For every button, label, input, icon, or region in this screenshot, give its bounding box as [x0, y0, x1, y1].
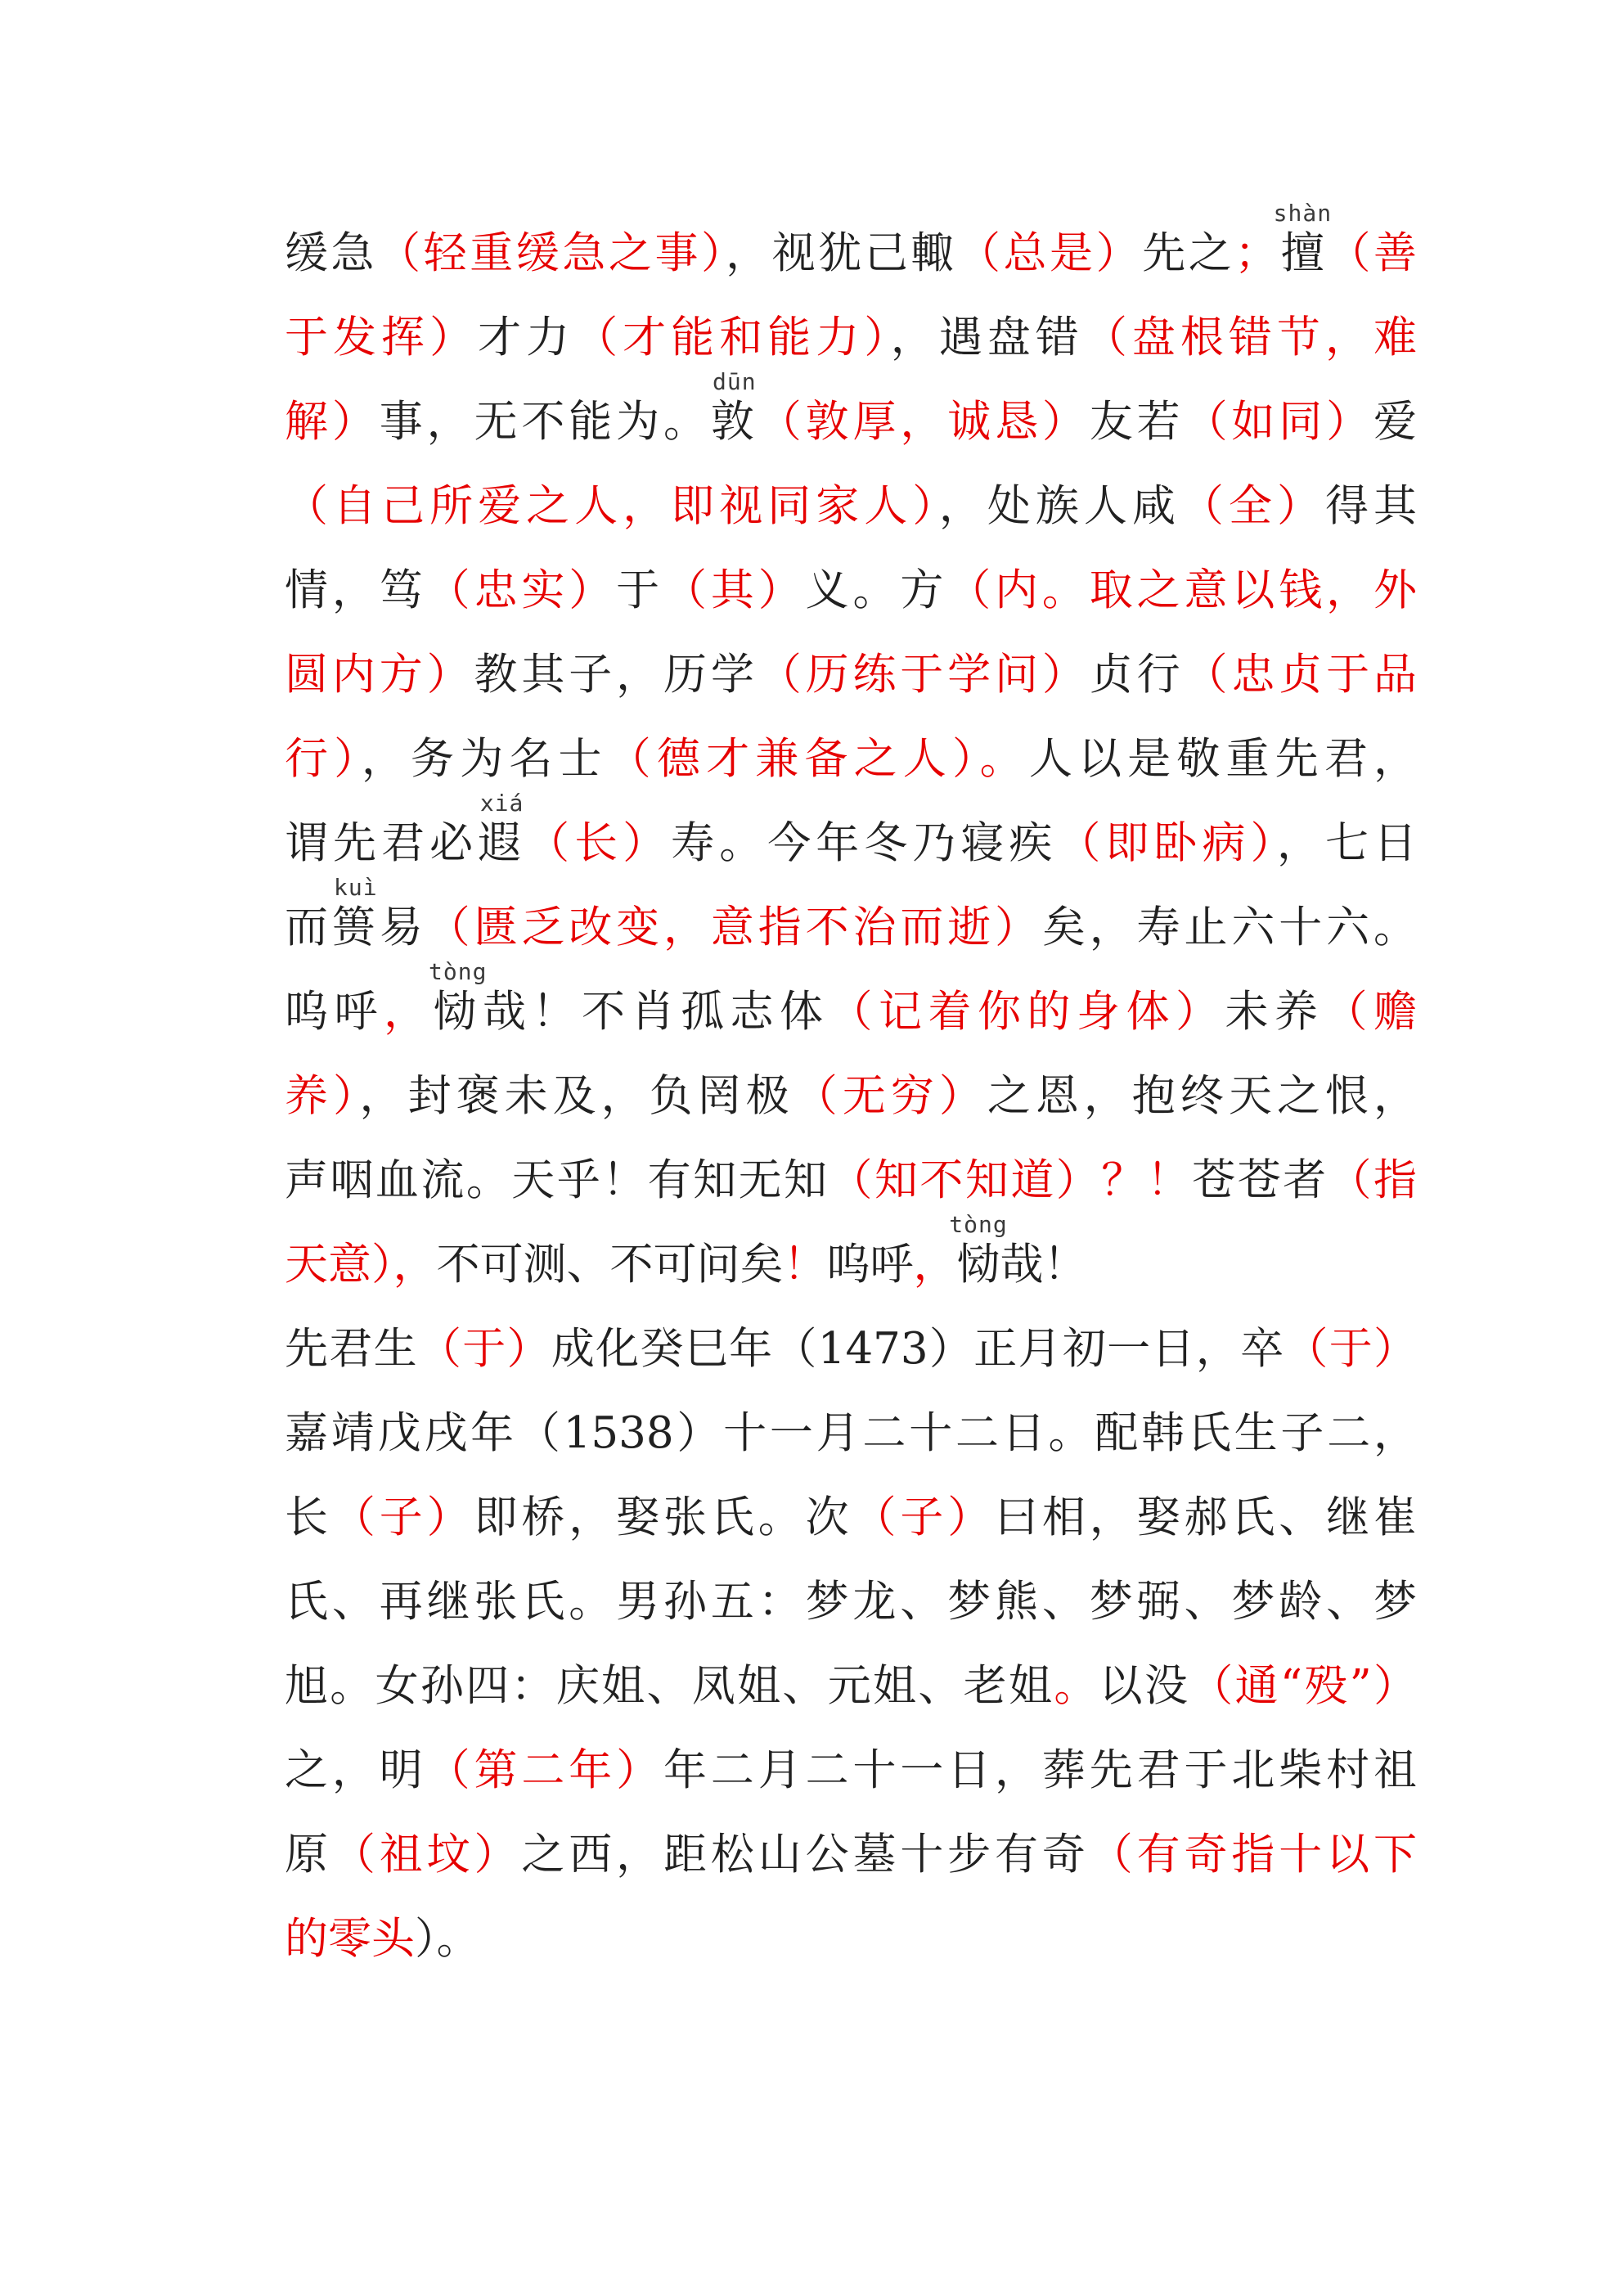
annotation-segment: （德才兼备之人）。	[607, 734, 1029, 784]
annotation-segment: （忠贞于品	[1184, 650, 1418, 700]
pinyin-annotation: dūn	[712, 368, 757, 395]
annotation-segment: （盘根错节，难	[1083, 313, 1418, 362]
text-segment: ，处族人咸	[938, 481, 1180, 531]
text-line	[285, 717, 1417, 801]
text-line	[285, 1054, 1417, 1138]
text-line	[285, 874, 1418, 970]
text-segment: 于	[616, 565, 663, 615]
text-segment: 才力	[478, 313, 575, 362]
annotation-segment: （全）	[1180, 481, 1325, 531]
text-line	[285, 1728, 1417, 1812]
annotation-segment: （其）	[663, 565, 806, 615]
annotation-segment: （子）	[331, 1492, 474, 1542]
text-segment: 情，笃	[285, 565, 427, 615]
text-segment: 谓先君必	[285, 818, 479, 868]
pinyin-annotation: tòng	[949, 1211, 1008, 1238]
annotation-segment: ！	[783, 1240, 827, 1290]
text-line	[285, 200, 1417, 295]
text-line	[285, 1644, 1417, 1728]
annotation-segment: （忠实）	[426, 565, 617, 615]
text-segment: 贞行	[1089, 650, 1185, 700]
text-segment: 呜呼	[285, 987, 384, 1037]
text-segment: 不可测、不可问矣	[436, 1240, 784, 1290]
text-segment: 友若	[1089, 397, 1185, 447]
text-segment: 即桥，娶张氏。次	[474, 1492, 853, 1542]
text-segment: 苍苍者	[1192, 1155, 1329, 1205]
pinyin-annotation: kuì	[334, 874, 378, 901]
annotation-segment: （子）	[852, 1492, 996, 1542]
text-line	[285, 464, 1417, 548]
text-line	[285, 1211, 1417, 1307]
annotation-segment: ，	[913, 1240, 957, 1290]
annotation-segment: （通“殁”）	[1189, 1661, 1417, 1711]
text-segment: 恸 tòng	[429, 958, 488, 1037]
annotation-segment: 于发挥）	[285, 313, 479, 362]
text-segment: 恸 tòng	[949, 1211, 1008, 1290]
annotation-segment: 天意），	[285, 1240, 437, 1290]
text-segment: ，七日	[1277, 818, 1418, 868]
annotation-segment: （知不知道）？！	[829, 1155, 1193, 1205]
text-segment: 寿。今年冬乃寝疾	[671, 818, 1058, 868]
text-line	[285, 368, 1418, 464]
annotation-segment: （轻重缓急之事）	[377, 228, 726, 278]
annotation-segment: 。	[1054, 1661, 1099, 1711]
annotation-segment: （第二年）	[426, 1745, 663, 1795]
annotation-segment: （指	[1328, 1155, 1418, 1205]
text-segment: 年二月二十一日，葬先君于北柴村祖	[663, 1745, 1418, 1795]
annotation-segment: （记着你的身体）	[829, 987, 1225, 1037]
annotation-segment: （总是）	[956, 228, 1143, 278]
text-segment: 之，明	[285, 1745, 427, 1795]
annotation-segment: （于）	[1284, 1324, 1418, 1374]
text-segment: 事，无不能为。	[379, 397, 711, 447]
annotation-segment: ；	[1234, 228, 1279, 278]
annotation-segment: 的零头	[285, 1914, 415, 1964]
text-line	[285, 548, 1417, 633]
annotation-segment: 行）	[285, 734, 362, 784]
pinyin-annotation: shàn	[1273, 200, 1333, 227]
text-line	[285, 1560, 1417, 1644]
text-segment: ，视犹己輙	[726, 228, 957, 278]
annotation-segment: （赡	[1324, 987, 1417, 1037]
text-segment: 长	[285, 1492, 332, 1542]
text-segment: 之西，距松山公墓十步有奇	[521, 1830, 1090, 1880]
text-line	[285, 295, 1417, 380]
pinyin-annotation: xiá	[479, 790, 524, 817]
annotation-segment: 圆内方）	[285, 650, 474, 700]
text-segment: 缓急	[285, 228, 378, 278]
text-segment: 哉！不肖孤志体	[483, 987, 829, 1037]
text-segment: 嘉靖戊戌年（1538）十一月二十二日。配韩氏生子二，	[285, 1408, 1417, 1458]
text-segment: 先之	[1142, 228, 1235, 278]
annotation-segment: （有奇指十以下	[1089, 1830, 1418, 1880]
annotation-segment: （于）	[417, 1324, 551, 1374]
text-segment: 矣，寿止六十六。	[1041, 903, 1418, 952]
text-segment: 敦 dūn	[710, 368, 758, 447]
text-segment: 未养	[1225, 987, 1324, 1037]
text-segment: 呜呼	[826, 1240, 914, 1290]
text-segment: 爱	[1373, 397, 1418, 447]
text-line	[285, 958, 1417, 1054]
annotation-segment: 解）	[285, 397, 380, 447]
text-segment: 曰相，娶郝氏、继崔	[995, 1492, 1418, 1542]
annotation-segment: （内。取之意以钱，外	[947, 565, 1418, 615]
text-segment: 而	[285, 903, 332, 952]
text-line	[285, 1138, 1417, 1222]
annotation-segment: （长）	[526, 818, 672, 868]
text-segment: 成化癸巳年（1473）正月初一日，卒	[551, 1324, 1285, 1374]
text-segment: 遐 xiá	[478, 790, 527, 868]
text-segment: ，封褒未及，负罔极	[359, 1071, 794, 1121]
text-segment: 易	[379, 903, 427, 952]
text-segment: ，务为名士	[361, 734, 608, 784]
text-segment: 教其子，历学	[474, 650, 758, 700]
text-segment: 哉！	[1000, 1240, 1087, 1290]
annotation-segment: 养）	[285, 1071, 360, 1121]
text-line	[285, 1391, 1417, 1475]
text-line	[285, 1307, 1417, 1391]
text-segment: 人以是敬重先君，	[1028, 734, 1418, 784]
annotation-segment: （善	[1327, 228, 1417, 278]
text-segment: 之恩，抱终天之恨，	[987, 1071, 1418, 1121]
text-line	[285, 1812, 1417, 1897]
text-segment: 以没	[1099, 1661, 1190, 1711]
text-segment: 氏、再继张氏。男孙五：梦龙、梦熊、梦弼、梦龄、梦	[285, 1577, 1417, 1627]
text-segment: 得其	[1325, 481, 1418, 531]
text-segment: 篑 kuì	[331, 874, 380, 952]
text-segment: 先君生	[285, 1324, 418, 1374]
text-line	[285, 633, 1417, 717]
annotation-segment: （匮乏改变，意指不治而逝）	[426, 903, 1042, 952]
text-segment: ，遇盘错	[890, 313, 1084, 362]
text-segment: 原	[285, 1830, 332, 1880]
annotation-segment: （历练于学问）	[758, 650, 1090, 700]
annotation-segment: （如同）	[1184, 397, 1374, 447]
text-segment: 擅 shàn	[1273, 200, 1333, 278]
text-line	[285, 1897, 1417, 1981]
annotation-segment: （即卧病）	[1057, 818, 1277, 868]
text-line	[285, 790, 1418, 885]
annotation-segment: （祖坟）	[331, 1830, 522, 1880]
annotation-segment: （自己所爱之人，即视同家人）	[285, 481, 939, 531]
text-segment: 声咽血流。天乎！有知无知	[285, 1155, 829, 1205]
annotation-segment: （无穷）	[794, 1071, 987, 1121]
text-line	[285, 1475, 1417, 1560]
annotation-segment: （才能和能力）	[574, 313, 891, 362]
annotation-segment: （敦厚，诚恳）	[758, 397, 1090, 447]
pinyin-annotation: tòng	[429, 958, 488, 985]
annotation-segment: ，	[384, 987, 434, 1037]
text-segment: 旭。女孙四：庆姐、凤姐、元姐、老姐	[285, 1661, 1054, 1711]
text-segment: ）。	[415, 1914, 480, 1964]
text-segment: 义。方	[805, 565, 948, 615]
text-block	[285, 200, 1418, 1981]
